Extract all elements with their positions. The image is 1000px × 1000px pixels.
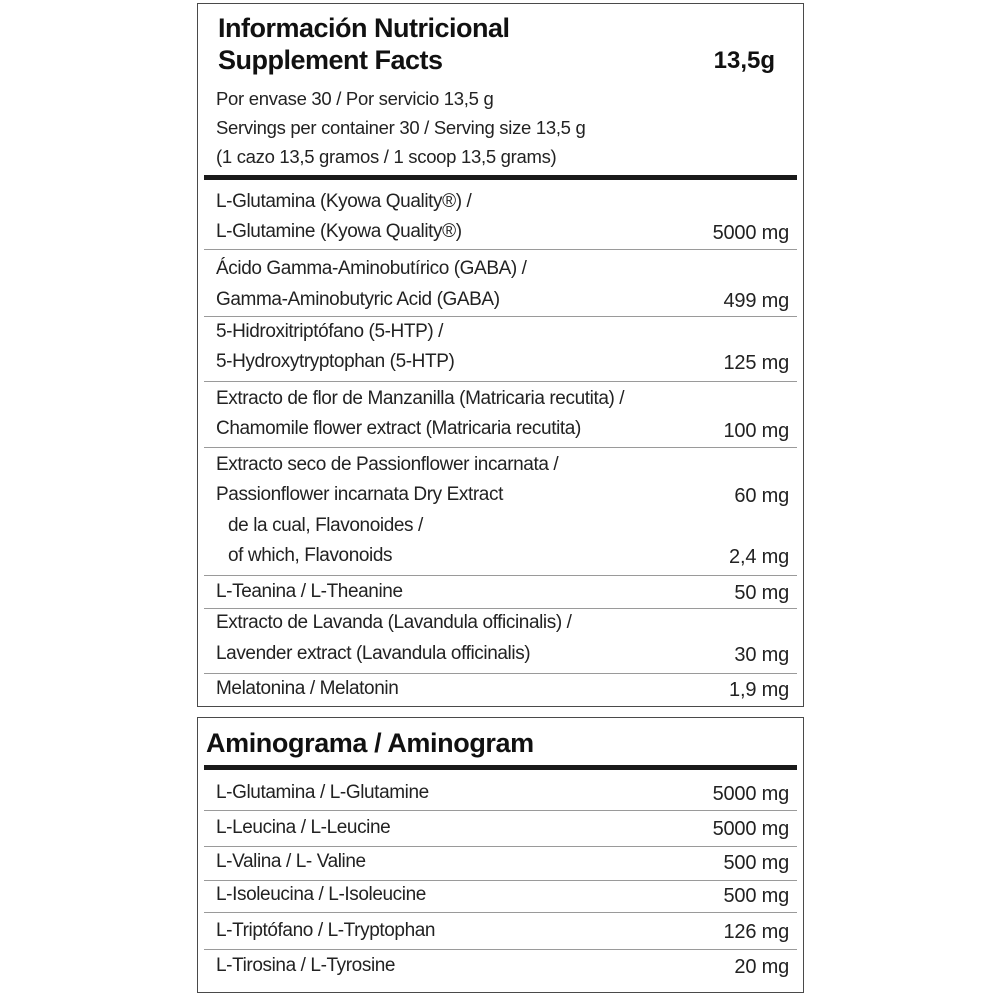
amino-acid-amount: 20 mg — [734, 956, 789, 978]
sub-ingredient-amount: 2,4 mg — [729, 546, 789, 568]
ingredient-label-es: Extracto de Lavanda (Lavandula officinalis) / — [216, 612, 572, 633]
facts-title-es: Información Nutricional — [218, 13, 510, 43]
facts-title-en: Supplement Facts — [218, 45, 443, 75]
scoop-size: (1 cazo 13,5 gramos / 1 scoop 13,5 grams) — [216, 146, 557, 167]
sub-ingredient-label-es: de la cual, Flavonoides / — [228, 515, 423, 536]
ingredient-label-es: Extracto de flor de Manzanilla (Matricaria recutita) / — [216, 388, 625, 409]
header-divider — [204, 175, 797, 180]
amino-acid-label: L-Valina / L- Valine — [216, 851, 366, 872]
amino-acid-amount: 5000 mg — [712, 818, 789, 840]
amino-acid-amount: 500 mg — [723, 885, 789, 907]
ingredient-label-en: Gamma-Aminobutyric Acid (GABA) — [216, 289, 500, 310]
servings-per-container-es: Por envase 30 / Por servicio 13,5 g — [216, 88, 494, 109]
amino-acid-label: L-Glutamina / L-Glutamine — [216, 782, 429, 803]
serving-amount: 13,5g — [713, 47, 775, 74]
ingredient-label: L-Teanina / L-Theanine — [216, 581, 403, 602]
servings-per-container-en: Servings per container 30 / Serving size 13,5 g — [216, 117, 586, 138]
ingredient-amount: 50 mg — [734, 582, 789, 604]
amino-acid-amount: 126 mg — [723, 921, 789, 943]
ingredient-label-es: Extracto seco de Passionflower incarnata / — [216, 454, 559, 475]
amino-acid-label: L-Tirosina / L-Tyrosine — [216, 955, 396, 976]
amino-acid-label: L-Triptófano / L-Tryptophan — [216, 920, 436, 941]
aminogram-title: Aminograma / Aminogram — [206, 728, 534, 758]
row-divider — [204, 249, 797, 250]
supplement-facts-panel — [197, 3, 804, 707]
ingredient-amount: 1,9 mg — [729, 679, 789, 701]
ingredient-amount: 499 mg — [723, 290, 789, 312]
row-divider — [204, 575, 797, 576]
amino-acid-amount: 5000 mg — [712, 783, 789, 805]
ingredient-label-en: L-Glutamine (Kyowa Quality®) — [216, 221, 462, 242]
ingredient-amount: 30 mg — [734, 644, 789, 666]
ingredient-label-en: Chamomile flower extract (Matricaria recutita) — [216, 418, 581, 439]
row-divider — [204, 912, 797, 913]
ingredient-amount: 100 mg — [723, 420, 789, 442]
ingredient-amount: 60 mg — [734, 485, 789, 507]
sub-ingredient-label-en: of which, Flavonoids — [228, 545, 393, 566]
aminogram-panel — [197, 717, 804, 993]
ingredient-amount: 125 mg — [723, 352, 789, 374]
ingredient-label-es: Ácido Gamma-Aminobutírico (GABA) / — [216, 258, 527, 279]
ingredient-label-en: Lavender extract (Lavandula officinalis) — [216, 643, 531, 664]
ingredient-label-es: 5-Hidroxitriptófano (5-HTP) / — [216, 321, 444, 342]
row-divider — [204, 381, 797, 382]
row-divider — [204, 949, 797, 950]
row-divider — [204, 447, 797, 448]
amino-acid-label: L-Leucina / L-Leucine — [216, 817, 391, 838]
ingredient-label-en: Passionflower incarnata Dry Extract — [216, 484, 503, 505]
ingredient-label-es: L-Glutamina (Kyowa Quality®) / — [216, 191, 472, 212]
aminogram-divider — [204, 765, 797, 770]
ingredient-label: Melatonina / Melatonin — [216, 678, 399, 699]
ingredient-label-en: 5-Hydroxytryptophan (5-HTP) — [216, 351, 455, 372]
amino-acid-amount: 500 mg — [723, 852, 789, 874]
row-divider — [204, 810, 797, 811]
amino-acid-label: L-Isoleucina / L-Isoleucine — [216, 884, 426, 905]
ingredient-amount: 5000 mg — [712, 222, 789, 244]
